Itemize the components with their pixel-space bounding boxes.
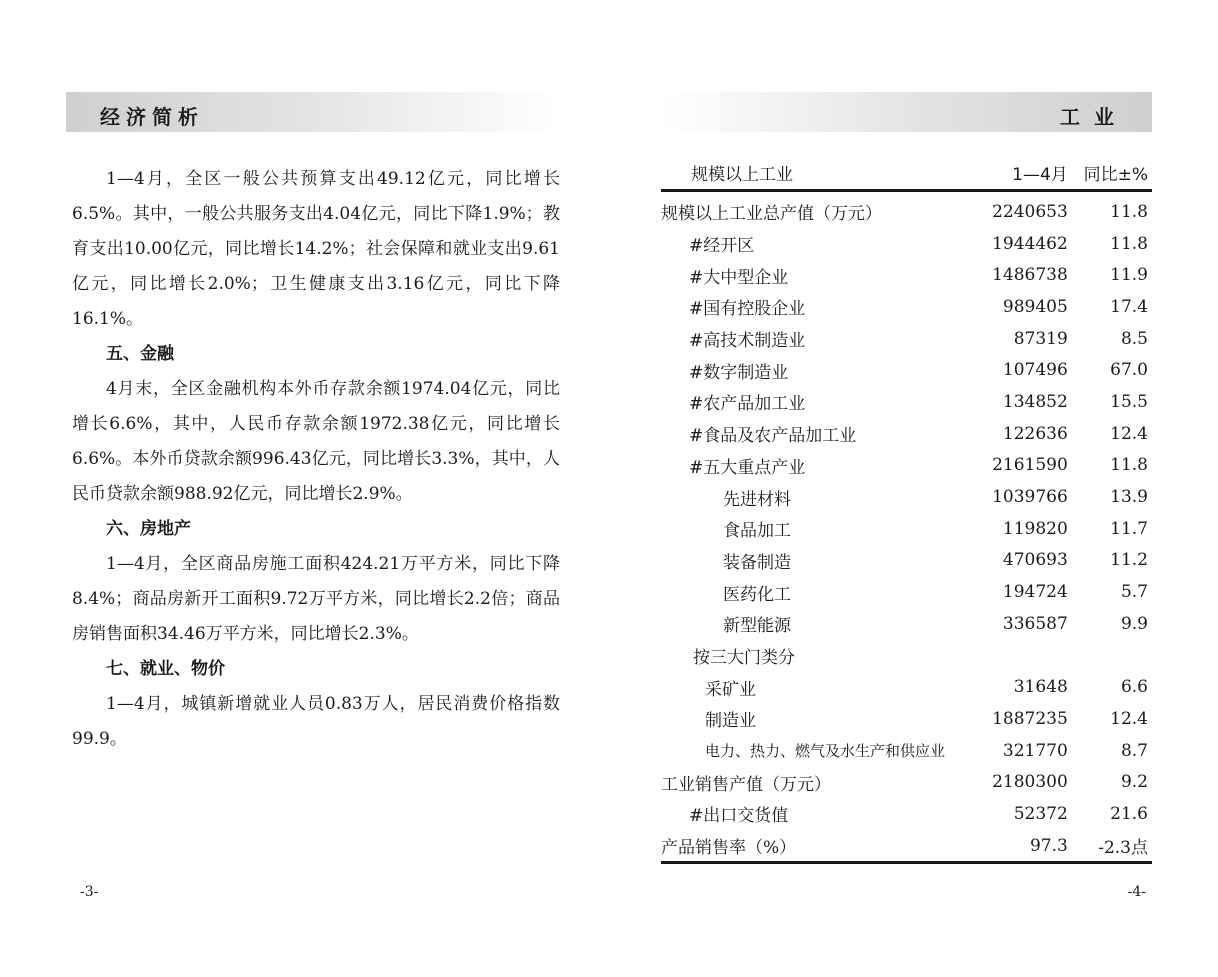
table-row [661, 259, 1152, 291]
row-change: 9.2 [1120, 772, 1148, 793]
row-change: -2.3点 [1072, 830, 1152, 863]
table-row [661, 291, 1152, 323]
paragraph-finance: 4月末，全区金融机构本外币存款余额1974.04亿元，同比增长6.6%，其中，人民币存款余额1972.38亿元，同比增长6.6%。本外币贷款余额996.43亿元，同比增长3.3%，其中，人民币贷款余额988.92亿元，同比增长2.9%。 [72, 379, 560, 504]
row-label: #食品及农产品加工业 [689, 426, 857, 447]
row-value: 122636 [1002, 423, 1068, 444]
row-change: 21.6 [1110, 803, 1148, 824]
row-label: 电力、热力、燃气及水生产和供应业 [705, 742, 946, 761]
row-change: 8.7 [1120, 740, 1148, 761]
table-row [661, 735, 1152, 767]
row-change: 17.4 [1110, 296, 1148, 317]
section-header-title: 经济简析 [100, 105, 204, 129]
row-label: 制造业 [705, 711, 756, 732]
row-label: #高技术制造业 [689, 331, 806, 352]
row-value: 989405 [1002, 296, 1068, 317]
row-change: 12.4 [1110, 708, 1148, 729]
row-change: 11.9 [1110, 265, 1148, 286]
row-change: 5.7 [1120, 582, 1148, 603]
row-value: 470693 [1002, 550, 1068, 571]
row-label: 新型能源 [723, 616, 791, 637]
section-header-band [661, 92, 1152, 132]
right-page [609, 0, 1218, 977]
row-change: 11.7 [1110, 518, 1148, 539]
row-label: #经开区 [689, 236, 755, 257]
article-body [72, 162, 560, 757]
row-change: 11.2 [1110, 550, 1148, 571]
industry-stats-table [661, 155, 1152, 864]
row-change: 15.5 [1110, 391, 1148, 412]
row-label: #大中型企业 [689, 267, 789, 288]
row-value: 1887235 [992, 708, 1068, 729]
paragraph-budget: 1—4月，全区一般公共预算支出49.12亿元，同比增长6.5%。其中，一般公共服务支出4.04亿元，同比下降1.9%；教育支出10.00亿元，同比增长14.2%；社会保障和就业支出9.61亿元，同比增长2.0%；卫生健康支出3.16亿元，同比下降16.1%。 [72, 169, 560, 329]
section-header-title: 工业 [1060, 105, 1128, 129]
page-number-right: -4- [1127, 884, 1146, 900]
row-value: 119820 [1002, 518, 1068, 539]
paragraph-real-estate: 1—4月，全区商品房施工面积424.21万平方米，同比下降8.4%；商品房新开工面积9.72万平方米，同比增长2.2倍；商品房销售面积34.46万平方米，同比增长2.3%。 [72, 554, 560, 644]
table-row [661, 830, 1152, 863]
row-value: 1944462 [992, 233, 1068, 254]
paragraph-employment: 1—4月，城镇新增就业人员0.83万人，居民消费价格指数99.9。 [72, 694, 560, 749]
table-row [661, 545, 1152, 577]
row-value: 1486738 [992, 265, 1068, 286]
row-label: #出口交货值 [689, 806, 789, 827]
row-value: 107496 [1002, 360, 1068, 381]
table-row [661, 640, 1152, 672]
row-change: 6.6 [1120, 677, 1148, 698]
table-row [661, 191, 1152, 228]
row-value: 2161590 [992, 455, 1068, 476]
row-value: 2180300 [992, 772, 1068, 793]
row-label: 按三大门类分 [693, 647, 795, 668]
row-label: 采矿业 [705, 679, 756, 700]
table-row [661, 386, 1152, 418]
table-row [661, 354, 1152, 386]
heading-employment: 七、就业、物价 [106, 659, 225, 679]
table-row [661, 481, 1152, 513]
row-change: 13.9 [1110, 487, 1148, 508]
column-header-change: 同比±% [1072, 155, 1152, 191]
table-row [661, 766, 1152, 798]
row-value: 134852 [1002, 391, 1068, 412]
table-row [661, 671, 1152, 703]
row-value: 97.3 [984, 830, 1071, 863]
column-header-indicator: 规模以上工业 [661, 155, 984, 191]
row-change: 67.0 [1110, 360, 1148, 381]
table-row [661, 576, 1152, 608]
row-value: 52372 [1013, 803, 1068, 824]
row-value: 194724 [1002, 582, 1068, 603]
row-label: 食品加工 [723, 521, 791, 542]
table-row [661, 608, 1152, 640]
row-label: #农产品加工业 [689, 394, 806, 415]
row-value: 31648 [1013, 677, 1068, 698]
row-label: #国有控股企业 [689, 299, 806, 320]
table-row [661, 228, 1152, 260]
row-label: #数字制造业 [689, 362, 789, 383]
row-label: #五大重点产业 [689, 457, 806, 478]
row-value [984, 640, 1071, 672]
table-row [661, 418, 1152, 450]
row-change: 11.8 [1110, 201, 1148, 222]
row-change: 9.9 [1120, 613, 1148, 634]
row-value: 2240653 [992, 201, 1068, 222]
row-value: 1039766 [992, 487, 1068, 508]
row-label: 产品销售率（%） [661, 830, 984, 863]
table-row [661, 798, 1152, 830]
row-label: 医药化工 [723, 584, 791, 605]
row-label: 装备制造 [723, 552, 791, 573]
row-change: 12.4 [1110, 423, 1148, 444]
row-label: 规模以上工业总产值（万元） [661, 204, 882, 225]
section-header-band [66, 92, 561, 132]
table-row [661, 450, 1152, 482]
row-change: 11.8 [1110, 233, 1148, 254]
row-change: 11.8 [1110, 455, 1148, 476]
table-row [661, 703, 1152, 735]
page-number-left: -3- [80, 884, 99, 900]
row-change: 8.5 [1120, 328, 1148, 349]
row-label: 工业销售产值（万元） [661, 774, 831, 795]
table-row [661, 323, 1152, 355]
table-header-row [661, 155, 1152, 191]
row-change [1072, 640, 1152, 672]
row-value: 321770 [1002, 740, 1068, 761]
heading-real-estate: 六、房地产 [106, 519, 191, 539]
row-value: 336587 [1002, 613, 1068, 634]
row-label: 先进材料 [723, 489, 791, 510]
row-value: 87319 [1013, 328, 1068, 349]
heading-finance: 五、金融 [106, 344, 174, 364]
column-header-period: 1—4月 [984, 155, 1071, 191]
table-row [661, 513, 1152, 545]
